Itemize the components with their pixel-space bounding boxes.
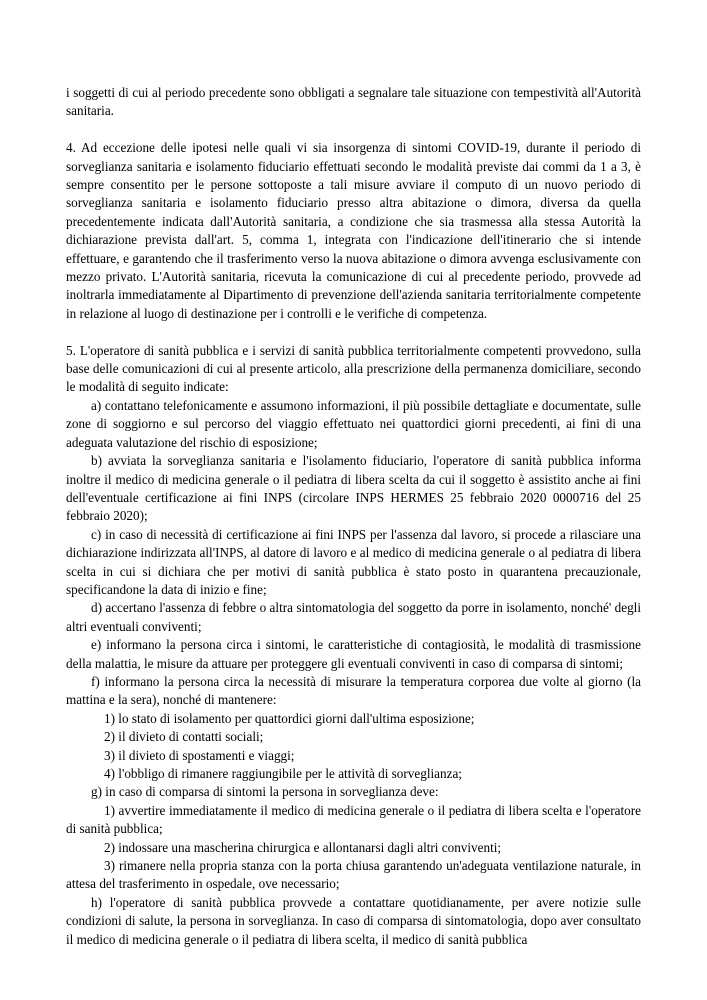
paragraph-gap [66,323,641,341]
list-item-b: b) avviata la sorveglianza sanitaria e l'isolamento fiduciario, l'operatore di sanità pubblica informa inoltre il medico di medicina generale o il pediatra di libera scelta da cui il soggetto è assistito anche ai fini dell'eventuale certificazione ai fini INPS (circolare INPS HERMES 25 febbraio 2020 0000716 del 25 febbraio 2020); [66,453,641,524]
paragraph-4: 4. Ad eccezione delle ipotesi nelle quali vi sia insorgenza di sintomi COVID-19, durante il periodo di sorveglianza sanitaria e isolamento fiduciario effettuati secondo le modalità previste dai commi da 1 a 3, è sempre consentito per le persone sottoposte a tali misure avviare il computo di un nuovo periodo di sorveglianza sanitaria e isolamento fiduciario presso altra abitazione o dimora, diversa da quella precedentemente indicata dall'Autorità sanitaria, a condizione che sia trasmessa alla stessa Autorità la dichiarazione prevista dall'art. 5, comma 1, integrata con l'indicazione dell'itinerario che si intende effettuare, e garantendo che il trasferimento verso la nuova abitazione o dimora avvenga esclusivamente con mezzo privato. L'Autorità sanitaria, ricevuta la comunicazione di cui al precedente periodo, provvede ad inoltrarla immediatamente al Dipartimento di prevenzione dell'azienda sanitaria territorialmente competente in relazione al luogo di destinazione per i controlli e le verifiche di competenza. [66,140,641,321]
list-item-a: a) contattano telefonicamente e assumono informazioni, il più possibile dettagliate e documentate, sulle zone di soggiorno e sul percorso del viaggio effettuato nei quattordici giorni precedenti, ai fini di una adeguata valutazione del rischio di esposizione; [66,397,641,450]
list-item-d: d) accertano l'assenza di febbre o altra sintomatologia del soggetto da porre in isolamento, nonché' degli altri eventuali conviventi; [66,600,641,634]
list-item-h: h) l'operatore di sanità pubblica provvede a contattare quotidianamente, per avere notizie sulle condizioni di salute, la persona in sorveglianza. In caso di comparsa di sintomatologia, dopo aver consultato il medico di medicina generale o il pediatra di libera scelta, il medico di sanità pubblica [66,894,641,947]
list-subitem-f2: 2) il divieto di contatti sociali; [104,729,264,745]
list-subitem-g1: 1) avvertire immediatamente il medico di medicina generale o il pediatra di libera scelta e l'operatore di sanità pubblica; [66,802,641,837]
paragraph-continuation: i soggetti di cui al periodo precedente sono obbligati a segnalare tale situazione con tempestività all'Autorità sanitaria. [66,85,641,119]
list-subitem-f1: 1) lo stato di isolamento per quattordici giorni dall'ultima esposizione; [104,710,475,726]
paragraph-gap [66,121,641,139]
list-subitem-f3: 3) il divieto di spostamenti e viaggi; [104,747,295,763]
list-subitem-f4: 4) l'obbligo di rimanere raggiungibile per le attività di sorveglianza; [104,766,462,781]
paragraph-5: 5. L'operatore di sanità pubblica e i servizi di sanità pubblica territorialmente competenti provvedono, sulla base delle comunicazioni di cui al presente articolo, alla prescrizione della permanenza domiciliare, secondo le modalità di seguito indicate: [66,342,641,395]
list-item-e: e) informano la persona circa i sintomi, le caratteristiche di contagiosità, le modalità di trasmissione della malattia, le misure da attuare per proteggere gli eventuali conviventi in caso di comparsa di sintomi; [66,637,641,671]
list-item-c: c) in caso di necessità di certificazione ai fini INPS per l'assenza dal lavoro, si procede a rilasciare una dichiarazione indirizzata all'INPS, al datore di lavoro e al medico di medicina generale o al pediatra di libera scelta in cui si dichiara che per motivi di sanità pubblica è stato posto in quarantena precauzionale, specificandone la data di inizio e fine; [66,526,641,597]
list-item-f: f) informano la persona circa la necessità di misurare la temperatura corporea due volte al giorno (la mattina e la sera), nonché di mantenere: [66,673,641,708]
list-item-g: g) in caso di comparsa di sintomi la persona in sorveglianza deve: [91,784,439,800]
list-subitem-g2: 2) indossare una mascherina chirurgica e allontanarsi dagli altri conviventi; [104,839,502,855]
list-subitem-g3: 3) rimanere nella propria stanza con la porta chiusa garantendo un'adeguata ventilazione naturale, in attesa del trasferimento in ospedale, ove necessario; [66,858,641,892]
